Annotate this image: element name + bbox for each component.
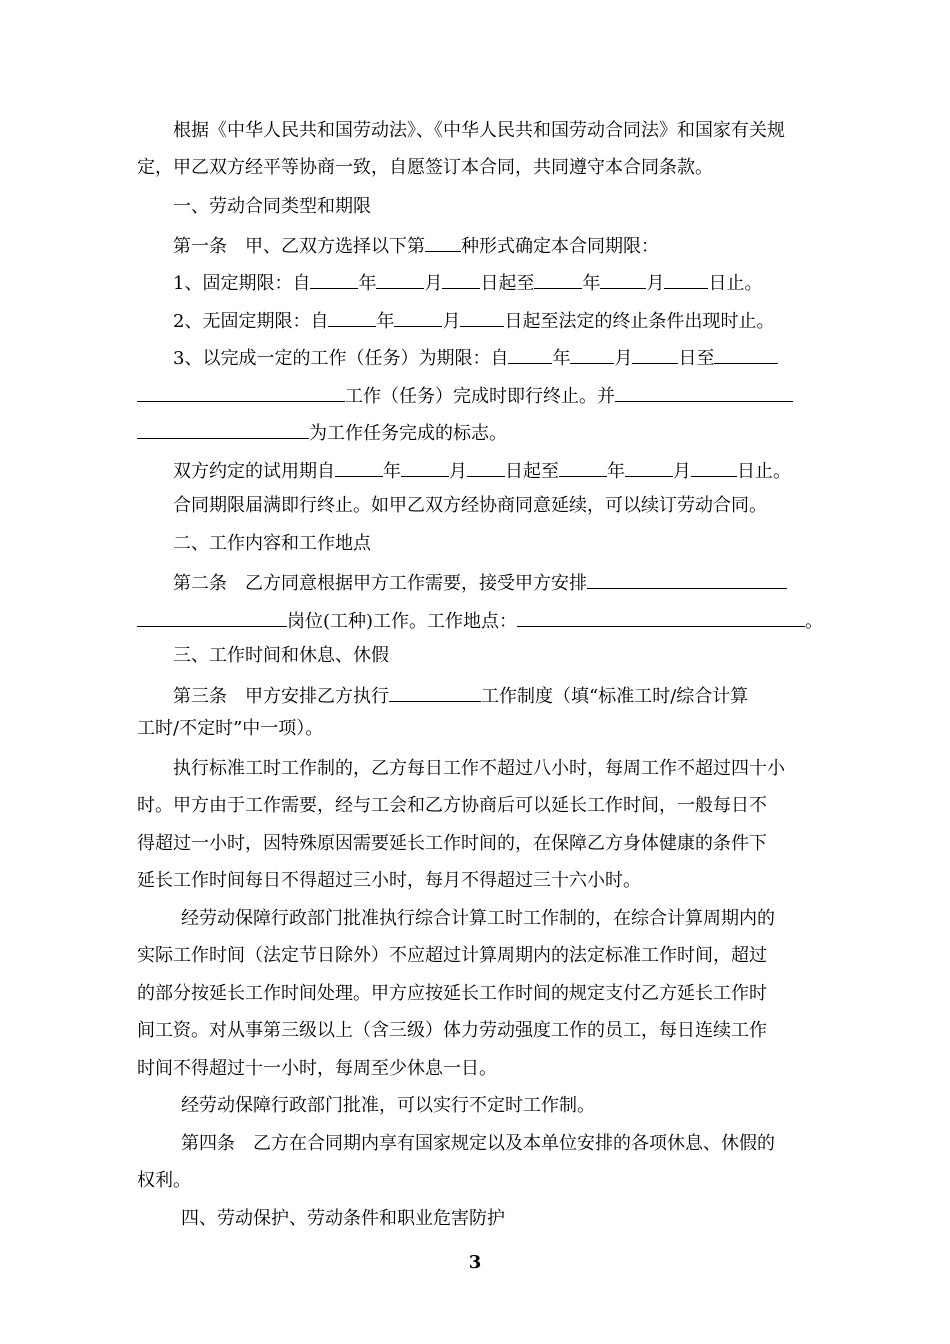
year-word: 年	[376, 311, 395, 332]
article-4-line-2: 权利。	[137, 1170, 191, 1191]
task-day-blank[interactable]	[632, 343, 678, 364]
fixed-end-day-blank[interactable]	[664, 268, 708, 289]
comprehensive-hours-line-5: 时间不得超过十一小时，每周至少休息一日。	[137, 1058, 497, 1079]
probation-start-year-blank[interactable]	[335, 456, 383, 477]
task-term-text-2: 工作（任务）完成时即行终止。并	[345, 386, 615, 407]
probation-start-day-blank[interactable]	[467, 456, 505, 477]
expiry-line: 合同期限届满即行终止。如甲乙双方经协商同意延续，可以续订劳动合同。	[173, 495, 767, 516]
section-heading-3: 三、工作时间和休息、休假	[173, 645, 389, 666]
fixed-start-day-blank[interactable]	[442, 268, 480, 289]
task-content-blank-a[interactable]	[714, 343, 778, 364]
year-word: 年	[582, 273, 601, 294]
standard-hours-line-1: 执行标准工时工作制的，乙方每日工作不超过八小时，每周工作不超过四十小	[173, 758, 785, 779]
probation-start-month-blank[interactable]	[401, 456, 449, 477]
probation-label: 双方约定的试用期自	[173, 461, 335, 482]
intro-line-1: 根据《中华人民共和国劳动法》、《中华人民共和国劳动合同法》和国家有关规	[173, 120, 785, 141]
month-word: 月	[442, 311, 461, 332]
month-word: 月	[449, 461, 467, 482]
standard-hours-line-4: 延长工作时间每日不得超过三小时，每月不得超过三十六小时。	[137, 870, 641, 891]
fixed-term-line	[173, 268, 762, 294]
day-from-word: 日起至	[505, 461, 559, 482]
article-4-line-1: 第四条 乙方在合同期内享有国家规定以及本单位安排的各项休息、休假的	[181, 1133, 775, 1154]
unfixed-day-blank[interactable]	[460, 306, 504, 327]
comprehensive-hours-line-3: 的部分按延长工作时间处理。甲方应按延长工作时间的规定支付乙方延长工作时	[137, 983, 767, 1004]
page-number: 3	[468, 1252, 482, 1273]
task-month-blank[interactable]	[570, 343, 614, 364]
task-term-text-3: 为工作任务完成的标志。	[309, 423, 507, 444]
article-2-end: 。	[805, 611, 824, 632]
month-word: 月	[673, 461, 691, 482]
probation-end-month-blank[interactable]	[625, 456, 673, 477]
article-3-text-a: 第三条 甲方安排乙方执行	[173, 686, 389, 707]
fixed-end-month-blank[interactable]	[600, 268, 646, 289]
form-choice-blank[interactable]	[425, 231, 461, 252]
task-to-word: 日至	[678, 348, 715, 369]
article-1	[173, 231, 659, 257]
month-word: 月	[646, 273, 665, 294]
probation-end-year-blank[interactable]	[559, 456, 607, 477]
standard-hours-line-2: 时。甲方由于工作需要，经与工会和乙方协商后可以延长工作时间，一般每日不	[137, 795, 767, 816]
day-from-word: 日起至	[480, 273, 535, 294]
intro-line-2: 定，甲乙双方经平等协商一致，自愿签订本合同，共同遵守本合同条款。	[137, 157, 713, 178]
article-1-text-a: 第一条 甲、乙双方选择以下第	[173, 236, 425, 257]
comprehensive-hours-line-1: 经劳动保障行政部门批准执行综合计算工时工作制的，在综合计算周期内的	[181, 908, 775, 929]
unfixed-term-line	[173, 306, 774, 332]
unfixed-month-blank[interactable]	[394, 306, 442, 327]
probation-end-day-blank[interactable]	[691, 456, 737, 477]
section-heading-4: 四、劳动保护、劳动条件和职业危害防护	[181, 1208, 505, 1229]
probation-line	[173, 456, 791, 482]
article-2-line-2	[137, 606, 823, 632]
day-end-word: 日止。	[708, 273, 763, 294]
article-2-text-a: 第二条 乙方同意根据甲方工作需要，接受甲方安排	[173, 573, 587, 594]
unfixed-term-label: 2、无固定期限：自	[173, 311, 329, 332]
year-word: 年	[607, 461, 625, 482]
fixed-start-year-blank[interactable]	[310, 268, 358, 289]
article-2-text-b: 岗位(工种)工作。工作地点：	[287, 611, 518, 632]
task-year-blank[interactable]	[508, 343, 552, 364]
article-3-line-2: 工时/不定时”中一项）。	[137, 718, 324, 739]
article-2-line-1	[173, 568, 787, 594]
article-3-text-b: 工作制度（填“标准工时/综合计算	[481, 686, 749, 707]
task-term-line-2	[137, 381, 793, 407]
article-3-line-1	[173, 681, 748, 707]
work-system-blank[interactable]	[389, 681, 481, 702]
work-location-blank[interactable]	[517, 606, 805, 627]
comprehensive-hours-line-2: 实际工作时间（法定节日除外）不应超过计算周期内的法定标准工作时间，超过	[137, 945, 767, 966]
post-blank-b[interactable]	[137, 606, 287, 627]
year-word: 年	[552, 348, 571, 369]
year-word: 年	[358, 273, 377, 294]
section-heading-2: 二、工作内容和工作地点	[173, 533, 371, 554]
task-mark-blank-a[interactable]	[615, 381, 793, 402]
post-blank-a[interactable]	[587, 568, 787, 589]
task-content-blank-b[interactable]	[137, 381, 345, 402]
month-word: 月	[614, 348, 633, 369]
comprehensive-hours-line-4: 间工资。对从事第三级以上（含三级）体力劳动强度工作的员工，每日连续工作	[137, 1020, 767, 1041]
standard-hours-line-3: 得超过一小时，因特殊原因需要延长工作时间的，在保障乙方身体健康的条件下	[137, 833, 767, 854]
fixed-start-month-blank[interactable]	[376, 268, 424, 289]
task-term-line-3	[137, 418, 507, 444]
task-mark-blank-b[interactable]	[137, 418, 309, 439]
article-1-text-b: 种形式确定本合同期限：	[461, 236, 659, 257]
unfixed-end-text: 日起至法定的终止条件出现时止。	[504, 311, 775, 332]
day-end-word: 日止。	[737, 461, 791, 482]
month-word: 月	[424, 273, 443, 294]
fixed-term-label: 1、固定期限：自	[173, 273, 311, 294]
flexible-hours-line: 经劳动保障行政部门批准，可以实行不定时工作制。	[181, 1095, 595, 1116]
task-term-label: 3、以完成一定的工作（任务）为期限：自	[173, 348, 509, 369]
task-term-line-1	[173, 343, 778, 369]
section-heading-1: 一、劳动合同类型和期限	[173, 196, 371, 217]
year-word: 年	[383, 461, 401, 482]
fixed-end-year-blank[interactable]	[534, 268, 582, 289]
unfixed-year-blank[interactable]	[328, 306, 376, 327]
